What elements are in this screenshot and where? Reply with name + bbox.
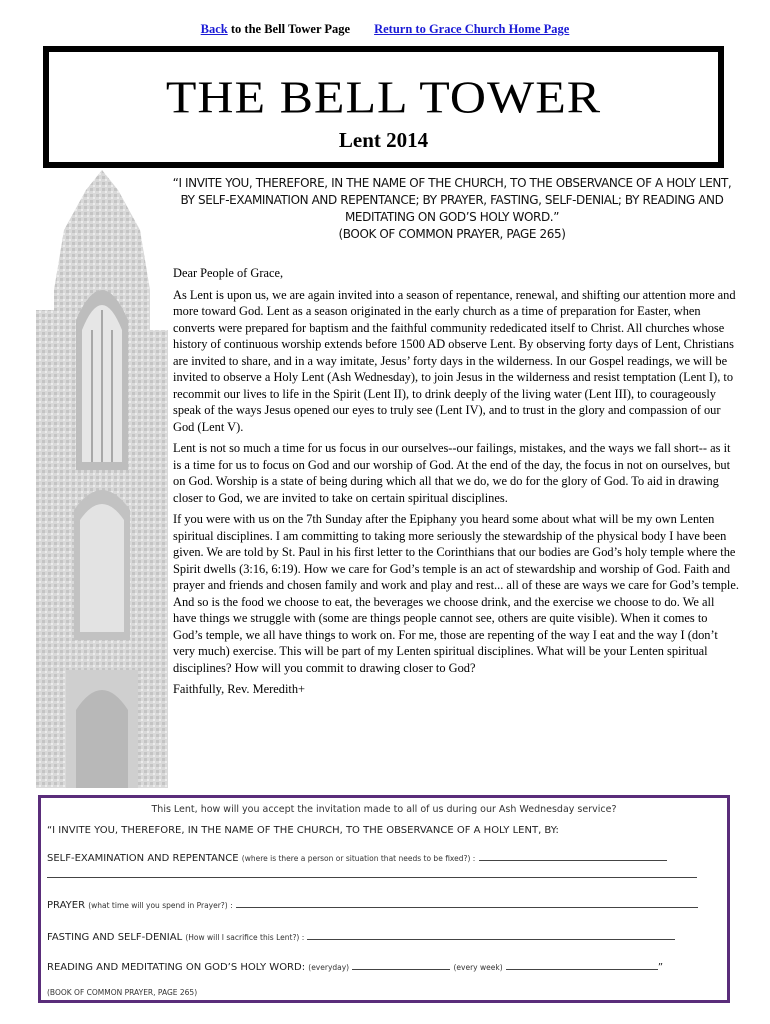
back-link[interactable]: Back: [200, 22, 228, 36]
prayer-field[interactable]: [236, 898, 698, 908]
page-title: THE BELL TOWER: [165, 71, 602, 123]
lenten-commitment-form: [38, 795, 730, 1003]
letter-paragraph: If you were with us on the 7th Sunday after the Epiphany you heard some about what will be my own Lenten spiritual disciplines. I am committing to taking more seriously the stewardship of the physical body I have been given. We are told by St. Paul in his first letter to the Corinthians that our bodies are God’s holy temple where the Spirit dwells (3:16, 6:19). How we care for God’s temple is an act of stewardship and worship of God. Faith and prayer and friends and chosen family and work and play and rest... all of these are ways we care for God’s temple. And so is the food we choose to eat, the beverages we choose drink, and the exercise we choose to do. We all have things we struggle with (some are things people cannot see, others are quite visible). When it comes to God’s temple, we all have things to work on. For me, those are repenting of the way I eat and the way I (don’t very much) exercise. This will be part of my Lenten spiritual disciplines. What will be your Lenten spiritual disciplines? How will you commit to drawing closer to God?: [173, 512, 739, 675]
quote-text: “I INVITE YOU, THEREFORE, IN THE NAME OF THE CHURCH, TO THE OBSERVANCE OF A HOLY LENT, BY SELF-EXAMINATION AND REPENTANCE; BY PRAYER, FASTING, SELF-DENIAL; BY READING AND MEDITATING ON GOD’S HOLY WORD.”: [172, 176, 732, 224]
reading-daily-hint: (everyday): [308, 963, 350, 972]
top-navigation: [0, 22, 770, 37]
prayer-label: PRAYER: [47, 900, 86, 911]
fasting-field[interactable]: [307, 930, 675, 940]
form-intro-text: “I INVITE YOU, THEREFORE, IN THE NAME OF THE CHURCH, TO THE OBSERVANCE OF A HOLY LENT, BY:: [47, 825, 559, 836]
letter-paragraph: Lent is not so much a time for us focus in our ourselves--our failings, mistakes, and the ways we fall short-- as it is a time for us to focus on God and our worship of God. At the end of the day, the focus in not on ourselves, but on God. Worship is a state of being during which all that we do, we do for the glory of God. To aid in drawing closer to God, we are invited to take on certain spiritual disciplines.: [173, 441, 731, 505]
form-heading: This Lent, how will you accept the invitation made to all of us during our Ash Wednesday service?: [151, 804, 617, 815]
back-link-suffix: to the Bell Tower Page: [227, 22, 351, 36]
form-citation: (BOOK OF COMMON PRAYER, PAGE 265): [47, 988, 198, 997]
reading-row: [47, 960, 663, 973]
home-link[interactable]: Return to Grace Church Home Page: [374, 22, 570, 36]
prayer-row: [47, 898, 698, 911]
prayer-book-quote: [168, 175, 736, 243]
reading-weekly-hint: (every week): [453, 963, 503, 972]
bell-tower-illustration: [36, 170, 168, 788]
quote-citation: (BOOK OF COMMON PRAYER, PAGE 265): [338, 227, 566, 241]
reading-label: READING AND MEDITATING ON GOD’S HOLY WORD:: [47, 962, 306, 973]
fasting-hint: (How will I sacrifice this Lent?) :: [185, 933, 305, 942]
self-examination-label: SELF-EXAMINATION AND REPENTANCE: [47, 853, 239, 864]
pastor-letter: [173, 265, 739, 703]
letter-salutation: Dear People of Grace,: [173, 266, 284, 280]
prayer-hint: (what time will you spend in Prayer?) :: [88, 901, 233, 910]
fasting-label: FASTING AND SELF-DENIAL: [47, 932, 183, 943]
letter-paragraph: As Lent is upon us, we are again invited into a season of repentance, renewal, and shifting our attention more and more toward God. Lent as a season originated in the early church as a time of preparation for Easter, when converts were prepared for baptism and the faithful community rededicated itself to Christ. All churches whose history of continuous worship extends before 1500 AD observe Lent. By observing forty days of Lent, Christians are invited to share, and in a way imitate, Jesus’ forty days in the wilderness. In our Gospel readings, we will be invited to observe a Holy Lent (Ash Wednesday), to join Jesus in the wilderness and resist temptation (Lent I), to recommit our lives to life in the Spirit (Lent II), to drink deeply of the living water (Lent III), to courageously speak of the ways Jesus opened our eyes to truly see (Lent IV), and to trust in the glory and compassion of our God (Lent V).: [173, 287, 736, 434]
form-intro: [47, 825, 559, 836]
self-examination-field[interactable]: [479, 851, 667, 861]
reading-closing-quote: ”: [657, 962, 663, 973]
reading-daily-field[interactable]: [352, 960, 450, 970]
self-examination-row: [47, 851, 667, 864]
self-examination-field-line[interactable]: [47, 877, 697, 878]
self-examination-hint: (where is there a person or situation that needs to be fixed?) :: [241, 854, 476, 863]
fasting-row: [47, 930, 675, 943]
masthead: [43, 46, 724, 168]
reading-weekly-field[interactable]: [506, 960, 658, 970]
page-subtitle: Lent 2014: [338, 128, 429, 152]
letter-closing: Faithfully, Rev. Meredith+: [173, 682, 306, 696]
